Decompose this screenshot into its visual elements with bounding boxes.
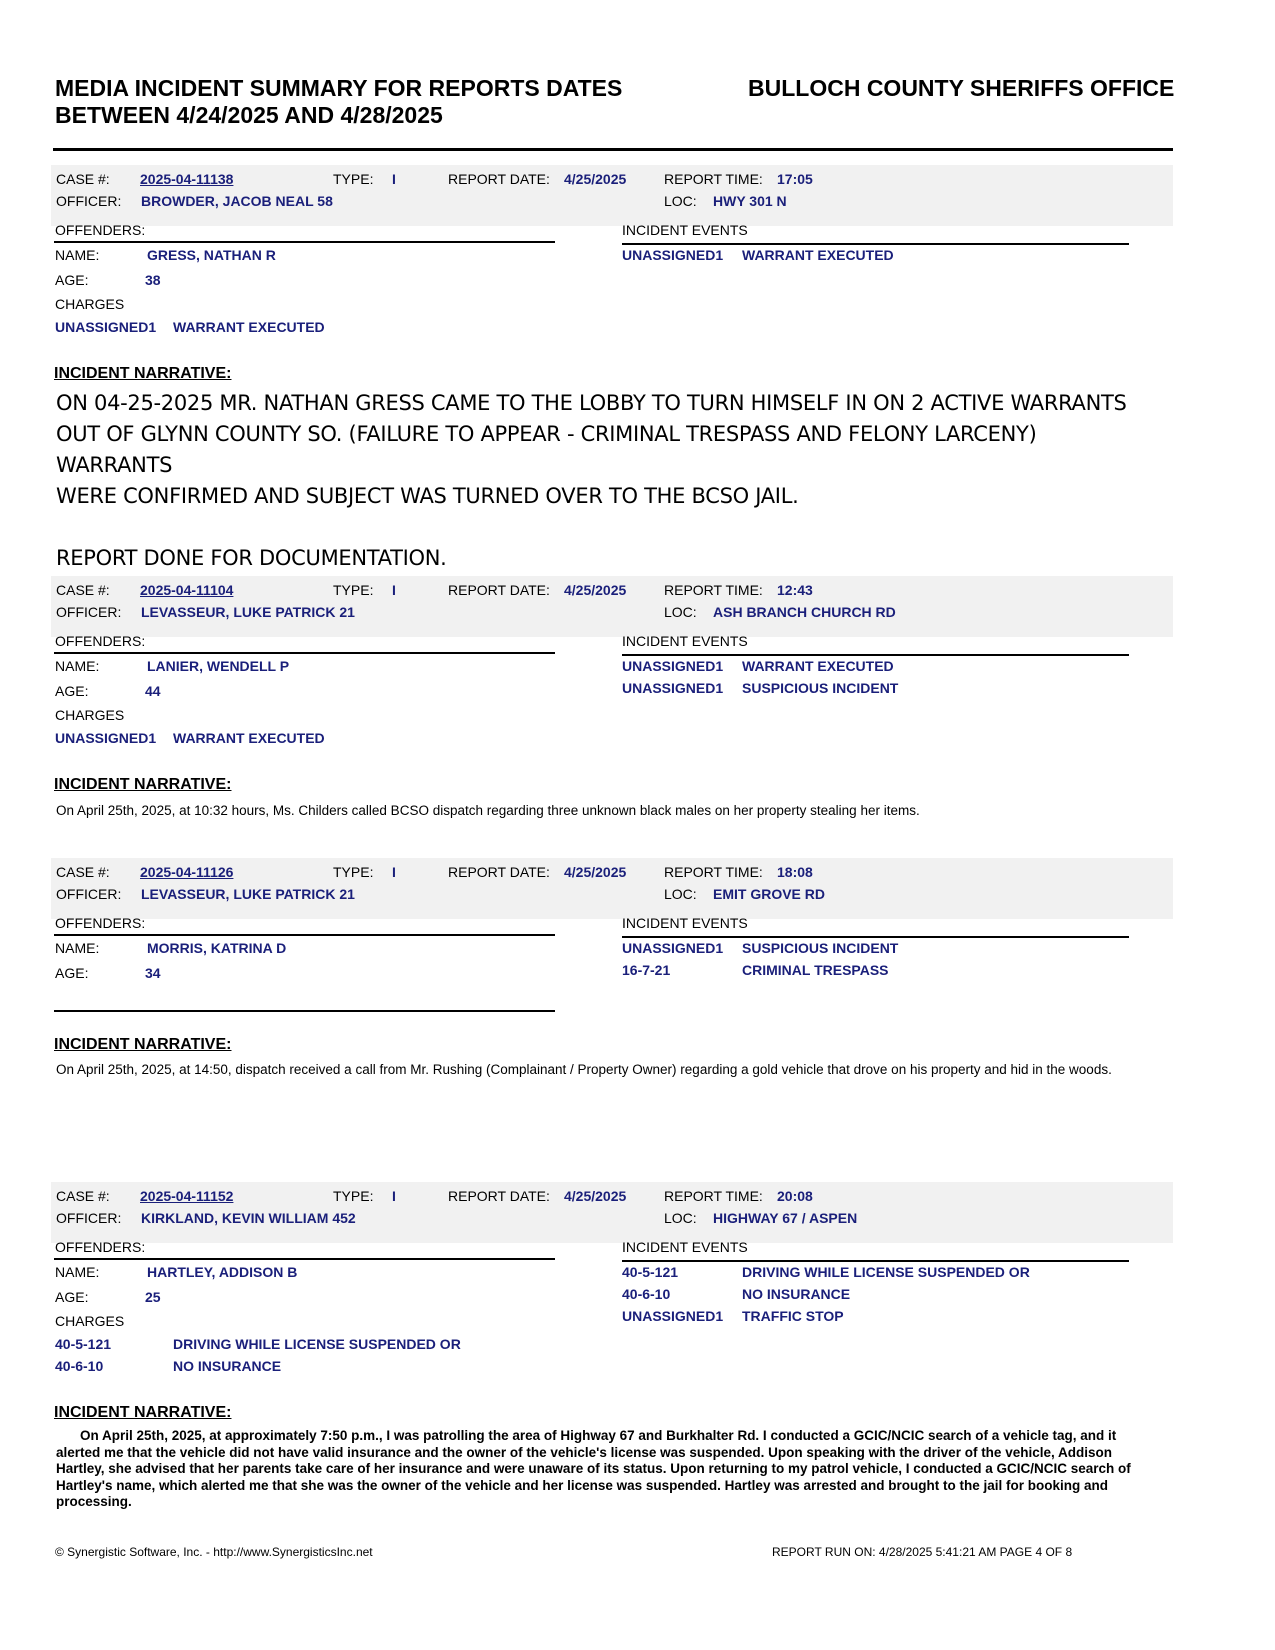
event-code: UNASSIGNED1: [622, 680, 724, 696]
narrative-text: ON 04-25-2025 MR. NATHAN GRESS CAME TO THE LOBBY TO TURN HIMSELF IN ON 2 ACTIVE WARRANTS OUT OF GLYNN COUNTY SO. (FAILURE TO APPEAR - CRIMINAL TRESPASS AND FELONY LARCENY) WARRANTS WERE CONFIRMED AND SUBJECT WAS TURNED OVER TO THE BCSO JAIL. REPORT DONE FOR DOCUMENTATION.: [56, 391, 1127, 570]
narrative-text: On April 25th, 2025, at 14:50, dispatch received a call from Mr. Rushing (Complainant / Property Owner) regarding a gold vehicle that drove on his property and hid in the woods.: [56, 1062, 1112, 1077]
type-value: I: [392, 171, 396, 187]
narrative-text: On April 25th, 2025, at approximately 7:50 p.m., I was patrolling the area of Highway 67 and Burkhalter Rd. I conducted a GCIC/NCIC search of a vehicle tag, and it alerted me that the vehicle did not have valid insurance and the owner of the vehicle's license was suspended. Upon speaking with the driver of the vehicle, Addison Hartley, she advised that her parents take care of her insurance and were unaware of its status. Upon returning to my patrol vehicle, I conducted a GCIC/NCIC search of Hartley's name, which alerted me that she was the owner of the vehicle and her license was suspended. Hartley was arrested and brought to the jail for booking and processing.: [56, 1428, 1131, 1509]
report-date-value: 4/25/2025: [564, 1188, 627, 1204]
event-description: CRIMINAL TRESPASS: [742, 962, 889, 978]
charges-label: CHARGES: [55, 707, 125, 723]
offenders-divider: [54, 652, 555, 654]
report-time-label: REPORT TIME:: [664, 171, 763, 187]
copyright-footer: © Synergistic Software, Inc. - http://www.SynergisticsInc.net: [55, 1545, 373, 1559]
age-label: AGE:: [55, 272, 89, 288]
officer-value: LEVASSEUR, LUKE PATRICK 21: [141, 886, 355, 902]
header-divider: [53, 148, 1173, 151]
report-time-value: 20:08: [777, 1188, 813, 1204]
name-label: NAME:: [55, 940, 100, 956]
report-date-label: REPORT DATE:: [448, 1188, 550, 1204]
narrative-heading: INCIDENT NARRATIVE:: [54, 365, 232, 382]
report-time-label: REPORT TIME:: [664, 582, 763, 598]
report-date-value: 4/25/2025: [564, 582, 627, 598]
offenders-divider: [54, 241, 555, 243]
event-code: UNASSIGNED1: [622, 247, 724, 263]
charge-description: NO INSURANCE: [173, 1358, 282, 1374]
officer-label: OFFICER:: [56, 604, 122, 620]
age-label: AGE:: [55, 1289, 89, 1305]
event-description: WARRANT EXECUTED: [742, 247, 894, 263]
officer-label: OFFICER:: [56, 193, 122, 209]
charges-label: CHARGES: [55, 296, 125, 312]
officer-value: LEVASSEUR, LUKE PATRICK 21: [141, 604, 355, 620]
report-time-value: 12:43: [777, 582, 813, 598]
charge-code: 40-6-10: [55, 1358, 104, 1374]
incident-events-label: INCIDENT EVENTS: [622, 915, 748, 931]
offender-age: 44: [145, 683, 161, 699]
events-divider: [622, 1260, 1129, 1262]
officer-value: BROWDER, JACOB NEAL 58: [141, 193, 333, 209]
offenders-label: OFFENDERS:: [55, 633, 146, 649]
event-code: 16-7-21: [622, 962, 671, 978]
offenders-label: OFFENDERS:: [55, 915, 146, 931]
location-label: LOC:: [664, 886, 697, 902]
type-label: TYPE:: [333, 864, 374, 880]
case-number-label: CASE #:: [56, 864, 110, 880]
event-code: UNASSIGNED1: [622, 940, 724, 956]
report-date-value: 4/25/2025: [564, 864, 627, 880]
report-time-value: 17:05: [777, 171, 813, 187]
charges-label: CHARGES: [55, 1313, 125, 1329]
case-number-link[interactable]: 2025-04-11104: [140, 582, 234, 598]
type-value: I: [392, 864, 396, 880]
name-label: NAME:: [55, 658, 100, 674]
report-date-label: REPORT DATE:: [448, 171, 550, 187]
report-date-value: 4/25/2025: [564, 171, 627, 187]
charge-code: 40-5-121: [55, 1336, 112, 1352]
offender-name: LANIER, WENDELL P: [147, 658, 290, 674]
incident-events-label: INCIDENT EVENTS: [622, 1239, 748, 1255]
offender-name: MORRIS, KATRINA D: [147, 940, 287, 956]
report-time-label: REPORT TIME:: [664, 1188, 763, 1204]
organization-name: BULLOCH COUNTY SHERIFFS OFFICE: [748, 75, 1175, 101]
location-value: EMIT GROVE RD: [713, 886, 826, 902]
location-label: LOC:: [664, 1210, 697, 1226]
event-description: TRAFFIC STOP: [742, 1308, 844, 1324]
report-time-value: 18:08: [777, 864, 813, 880]
report-time-label: REPORT TIME:: [664, 864, 763, 880]
event-code: UNASSIGNED1: [622, 1308, 724, 1324]
events-divider: [622, 936, 1129, 938]
officer-value: KIRKLAND, KEVIN WILLIAM 452: [141, 1210, 356, 1226]
offenders-end-divider: [54, 1010, 555, 1012]
type-label: TYPE:: [333, 171, 374, 187]
age-label: AGE:: [55, 965, 89, 981]
type-label: TYPE:: [333, 1188, 374, 1204]
narrative-heading: INCIDENT NARRATIVE:: [54, 776, 232, 793]
offenders-label: OFFENDERS:: [55, 222, 146, 238]
charge-description: WARRANT EXECUTED: [173, 730, 325, 746]
offender-name: HARTLEY, ADDISON B: [147, 1264, 298, 1280]
narrative-heading: INCIDENT NARRATIVE:: [54, 1036, 232, 1053]
report-date-label: REPORT DATE:: [448, 864, 550, 880]
incident-events-label: INCIDENT EVENTS: [622, 222, 748, 238]
event-description: NO INSURANCE: [742, 1286, 851, 1302]
officer-label: OFFICER:: [56, 886, 122, 902]
charge-description: WARRANT EXECUTED: [173, 319, 325, 335]
charge-code: UNASSIGNED1: [55, 319, 157, 335]
charge-code: UNASSIGNED1: [55, 730, 157, 746]
offenders-label: OFFENDERS:: [55, 1239, 146, 1255]
case-number-label: CASE #:: [56, 171, 110, 187]
location-label: LOC:: [664, 604, 697, 620]
type-value: I: [392, 582, 396, 598]
narrative-heading: INCIDENT NARRATIVE:: [54, 1404, 232, 1421]
event-code: 40-5-121: [622, 1264, 679, 1280]
case-number-label: CASE #:: [56, 1188, 110, 1204]
offender-age: 38: [145, 272, 161, 288]
incident-events-label: INCIDENT EVENTS: [622, 633, 748, 649]
location-value: HIGHWAY 67 / ASPEN: [713, 1210, 858, 1226]
event-code: UNASSIGNED1: [622, 658, 724, 674]
location-label: LOC:: [664, 193, 697, 209]
report-run-footer: REPORT RUN ON: 4/28/2025 5:41:21 AM PAGE 4 OF 8: [772, 1545, 1073, 1559]
report-date-label: REPORT DATE:: [448, 582, 550, 598]
offenders-divider: [54, 1258, 555, 1260]
case-number-link[interactable]: 2025-04-11138: [140, 171, 234, 187]
offenders-divider: [54, 934, 555, 936]
location-value: ASH BRANCH CHURCH RD: [713, 604, 896, 620]
case-number-link[interactable]: 2025-04-11152: [140, 1188, 234, 1204]
case-number-label: CASE #:: [56, 582, 110, 598]
case-number-link[interactable]: 2025-04-11126: [140, 864, 234, 880]
report-title: MEDIA INCIDENT SUMMARY FOR REPORTS DATES BETWEEN 4/24/2025 AND 4/28/2025: [55, 75, 623, 128]
event-description: WARRANT EXECUTED: [742, 658, 894, 674]
type-value: I: [392, 1188, 396, 1204]
events-divider: [622, 654, 1129, 656]
name-label: NAME:: [55, 247, 100, 263]
offender-name: GRESS, NATHAN R: [147, 247, 276, 263]
offender-age: 34: [145, 965, 161, 981]
offender-age: 25: [145, 1289, 161, 1305]
narrative-text: On April 25th, 2025, at 10:32 hours, Ms. Childers called BCSO dispatch regarding three unknown black males on her property stealing her items.: [56, 803, 920, 818]
type-label: TYPE:: [333, 582, 374, 598]
age-label: AGE:: [55, 683, 89, 699]
event-description: DRIVING WHILE LICENSE SUSPENDED OR: [742, 1264, 1030, 1280]
name-label: NAME:: [55, 1264, 100, 1280]
event-description: SUSPICIOUS INCIDENT: [742, 940, 899, 956]
event-code: 40-6-10: [622, 1286, 671, 1302]
events-divider: [622, 243, 1129, 245]
location-value: HWY 301 N: [713, 193, 787, 209]
charge-description: DRIVING WHILE LICENSE SUSPENDED OR: [173, 1336, 461, 1352]
officer-label: OFFICER:: [56, 1210, 122, 1226]
event-description: SUSPICIOUS INCIDENT: [742, 680, 899, 696]
